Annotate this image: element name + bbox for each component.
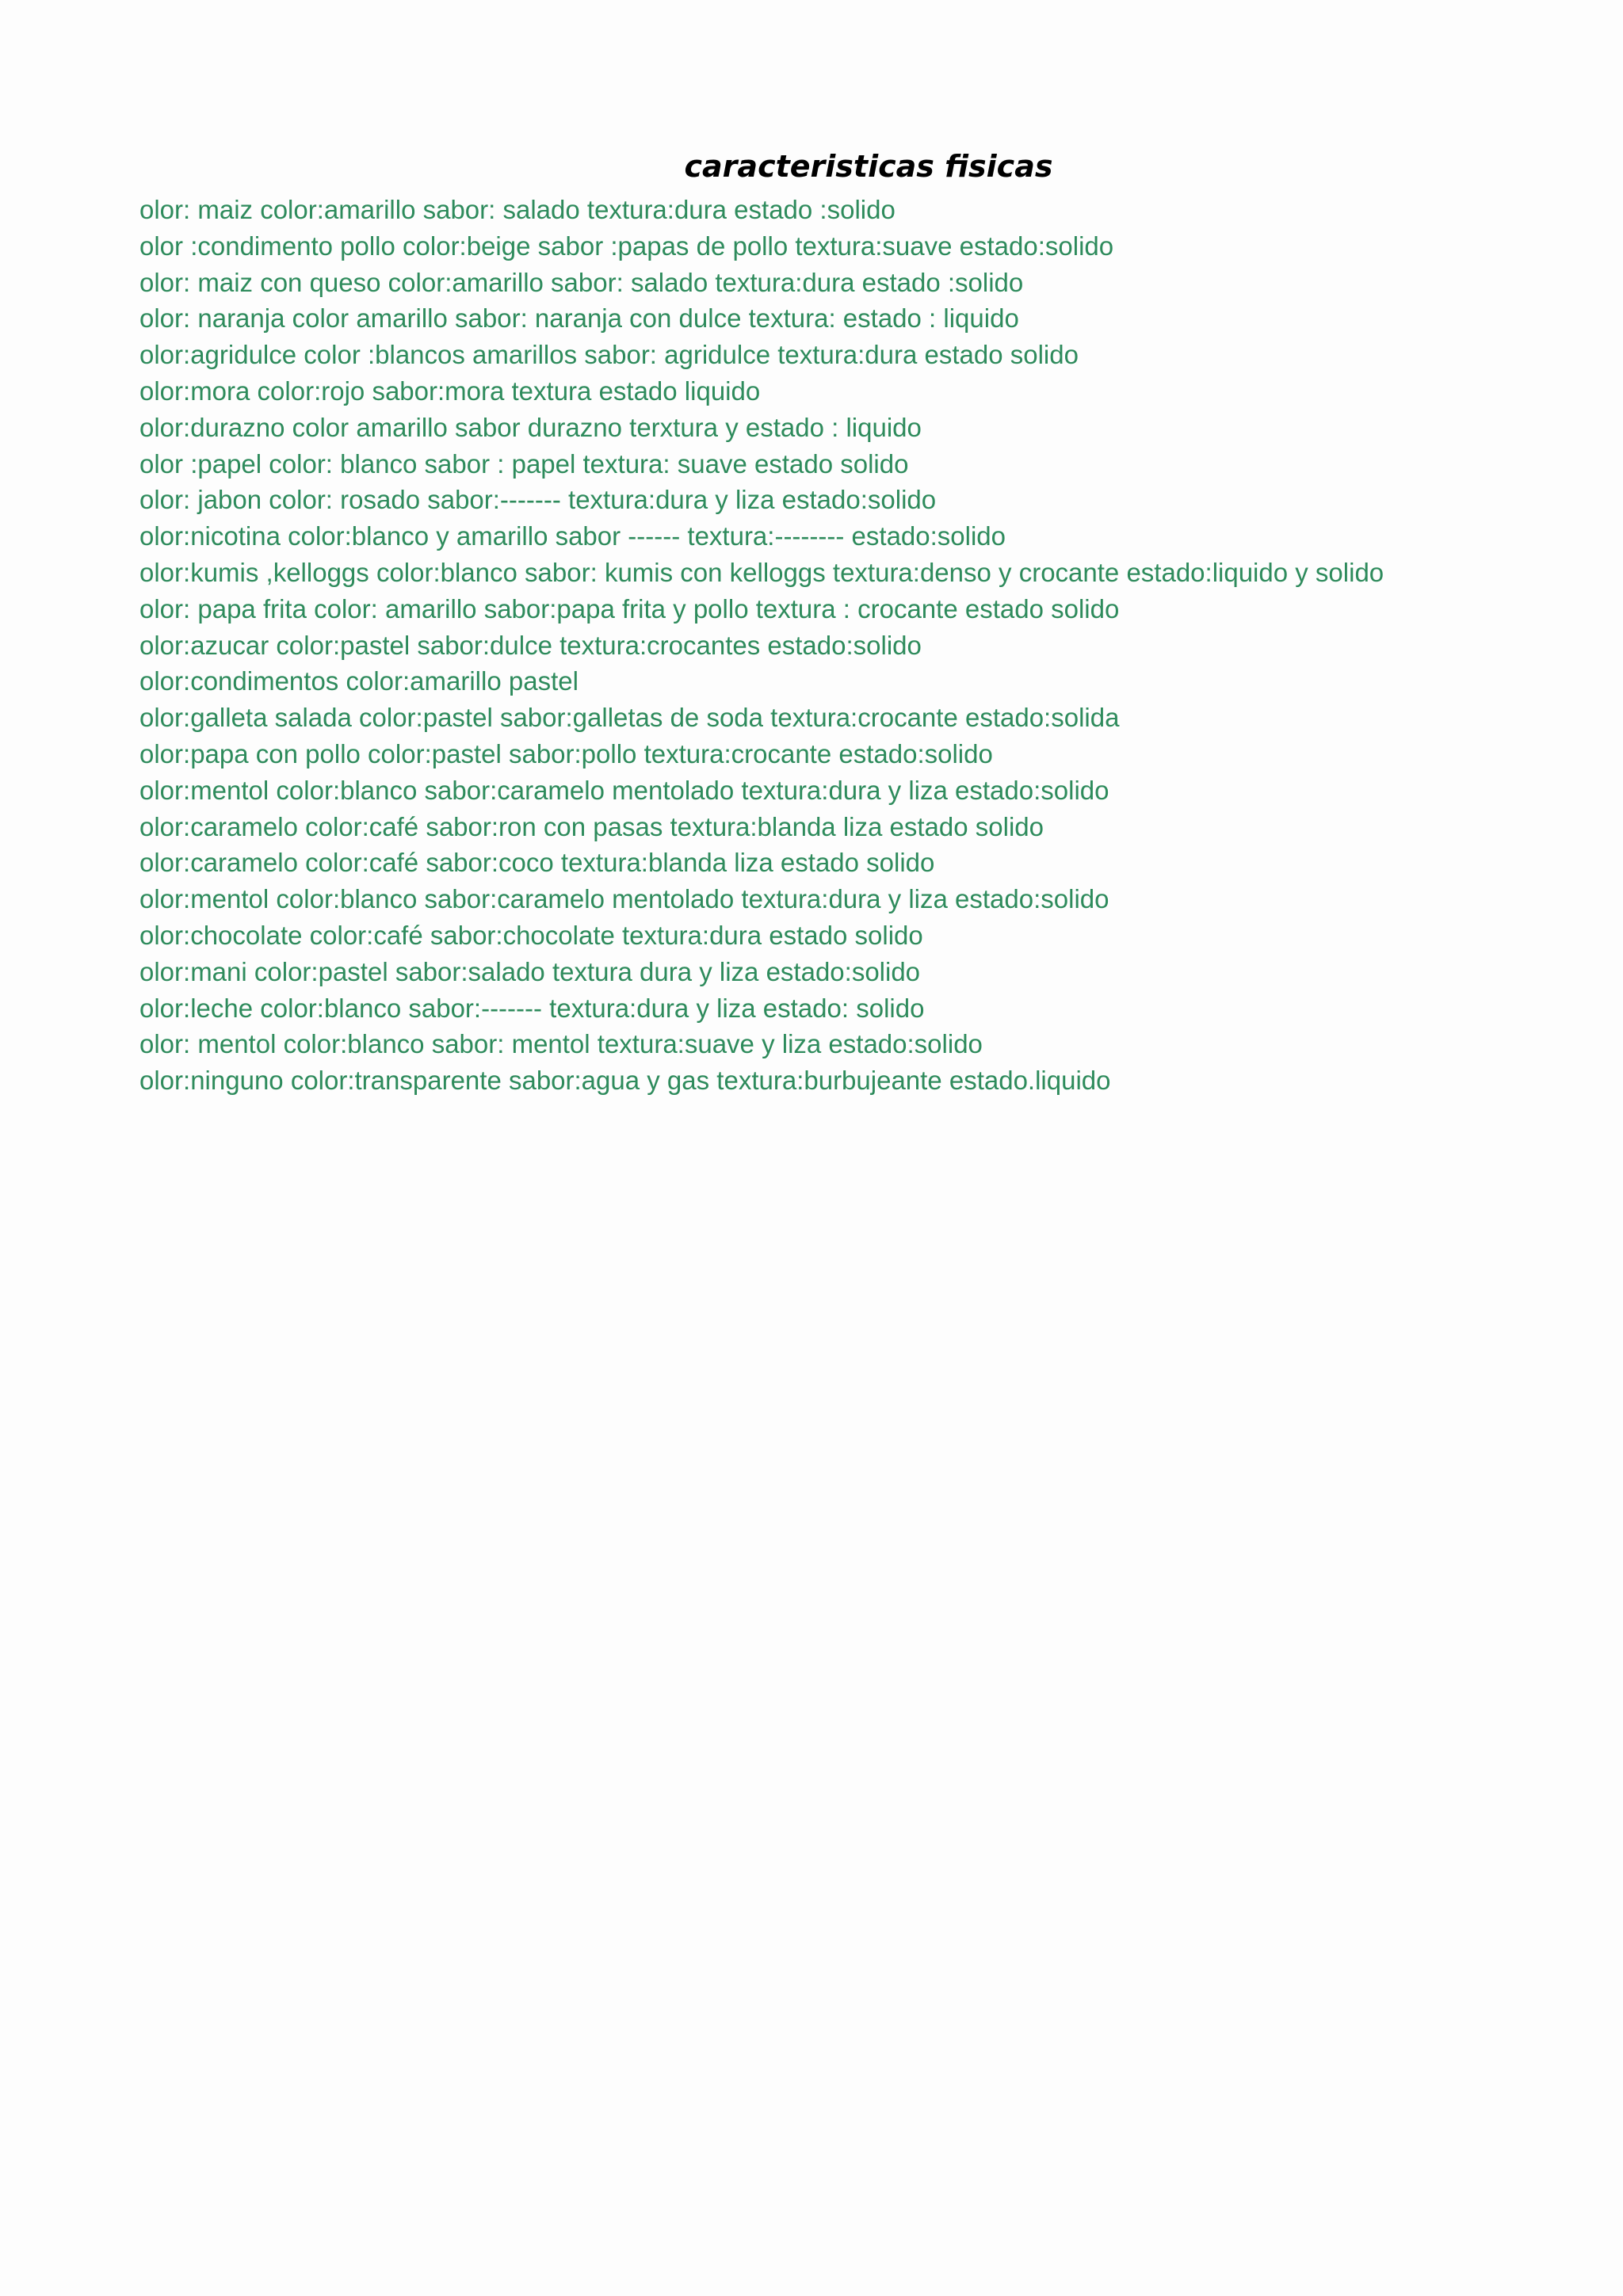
characteristic-line: olor:agridulce color :blancos amarillos sabor: agridulce textura:dura estado solido xyxy=(139,340,1079,370)
characteristic-line: olor: maiz color:amarillo sabor: salado textura:dura estado :solido xyxy=(139,195,896,224)
characteristic-line: olor:mentol color:blanco sabor:caramelo mentolado textura:dura y liza estado:solido xyxy=(139,884,1109,914)
characteristic-line: olor:ninguno color:transparente sabor:agua y gas textura:burbujeante estado.liquido xyxy=(139,1066,1111,1096)
characteristic-line: olor: mentol color:blanco sabor: mentol textura:suave y liza estado:solido xyxy=(139,1029,983,1059)
characteristic-line: olor:mora color:rojo sabor:mora textura estado liquido xyxy=(139,376,761,406)
characteristic-line: olor:mani color:pastel sabor:salado textura dura y liza estado:solido xyxy=(139,956,921,986)
characteristic-line: olor:leche color:blanco sabor:------- textura:dura y liza estado: solido xyxy=(139,993,925,1023)
characteristic-line: olor:condimentos color:amarillo pastel xyxy=(139,666,579,696)
characteristic-line: olor: papa frita color: amarillo sabor:papa frita y pollo textura : crocante estado solido xyxy=(139,593,1120,624)
characteristic-line: olor:mentol color:blanco sabor:caramelo mentolado textura:dura y liza estado:solido xyxy=(139,775,1109,805)
characteristic-line: olor: naranja color amarillo sabor: naranja con dulce textura: estado : liquido xyxy=(139,303,1019,334)
characteristic-line: olor: maiz con queso color:amarillo sabor: salado textura:dura estado :solido xyxy=(139,267,1024,297)
characteristic-line: olor:chocolate color:café sabor:chocolate textura:dura estado solido xyxy=(139,920,923,950)
characteristic-line: olor :condimento pollo color:beige sabor :papas de pollo textura:suave estado:solido xyxy=(139,231,1114,261)
characteristic-line: olor:kumis ,kelloggs color:blanco sabor: kumis con kelloggs textura:denso y crocante estado:liquido y solido xyxy=(139,557,1384,587)
characteristic-line: olor:nicotina color:blanco y amarillo sabor ------ textura:-------- estado:solido xyxy=(139,521,1006,551)
characteristic-line: olor:caramelo color:café sabor:coco textura:blanda liza estado solido xyxy=(139,848,935,878)
characteristics-list xyxy=(139,192,1613,1099)
characteristic-line: olor:papa con pollo color:pastel sabor:pollo textura:crocante estado:solido xyxy=(139,738,993,769)
characteristic-line: olor: jabon color: rosado sabor:------- textura:dura y liza estado:solido xyxy=(139,485,937,515)
characteristic-line: olor:azucar color:pastel sabor:dulce textura:crocantes estado:solido xyxy=(139,630,922,660)
document-title: caracteristicas fisicas xyxy=(684,149,1053,184)
characteristic-line: olor:caramelo color:café sabor:ron con pasas textura:blanda liza estado solido xyxy=(139,811,1044,841)
characteristic-line: olor:galleta salada color:pastel sabor:galletas de soda textura:crocante estado:solida xyxy=(139,703,1120,733)
characteristic-line: olor:durazno color amarillo sabor durazno terxtura y estado : liquido xyxy=(139,412,922,442)
characteristic-line: olor :papel color: blanco sabor : papel textura: suave estado solido xyxy=(139,448,909,479)
